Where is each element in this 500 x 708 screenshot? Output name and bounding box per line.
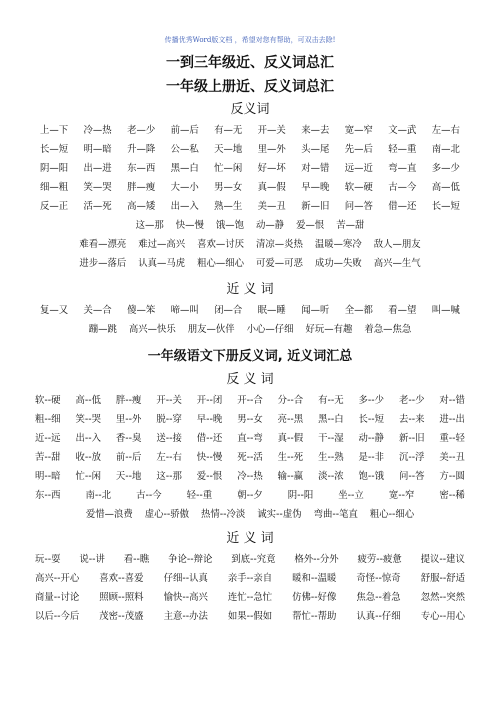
word-pair: 反—正 xyxy=(40,201,69,212)
word-pair-row xyxy=(35,607,465,626)
word-pair: 香--臭 xyxy=(115,433,142,444)
word-pair: 天--地 xyxy=(115,471,142,482)
word-pair: 老—少 xyxy=(127,125,156,136)
word-pair: 粗心—细心 xyxy=(197,258,244,269)
word-pair: 爱惜—浪费 xyxy=(85,509,133,520)
word-pair: 仿佛--好像 xyxy=(292,592,337,603)
word-pair: 宽--窄 xyxy=(388,490,415,501)
word-pair: 去--来 xyxy=(398,414,425,425)
word-pair: 好—坏 xyxy=(257,163,286,174)
word-pair: 对—错 xyxy=(301,163,330,174)
word-pair: 连忙--急忙 xyxy=(227,592,273,603)
word-pair: 里--外 xyxy=(115,414,142,425)
word-pair: 有--无 xyxy=(318,395,344,406)
word-pair: 沉--浮 xyxy=(398,452,425,463)
word-pair: 进--出 xyxy=(439,414,465,425)
word-pair: 喜欢--喜爱 xyxy=(99,573,144,584)
word-pair: 上—下 xyxy=(40,125,69,136)
word-pair: 闭—合 xyxy=(214,305,243,316)
word-pair: 提议--建议 xyxy=(420,554,465,565)
word-pair: 疲劳--疲惫 xyxy=(357,554,402,565)
word-pair: 高—矮 xyxy=(127,201,156,212)
word-pair: 开—关 xyxy=(257,125,286,136)
word-pair: 美—丑 xyxy=(257,201,286,212)
word-pair: 长—短 xyxy=(40,144,69,155)
word-pair: 动—静 xyxy=(256,220,285,231)
section-antonyms-1: 反义词 xyxy=(230,102,270,117)
word-pair: 新--旧 xyxy=(398,433,425,444)
word-pair: 黑--白 xyxy=(318,414,344,425)
word-pair: 蹦—跳 xyxy=(88,324,117,335)
word-pair: 先—后 xyxy=(344,144,373,155)
word-pair-row xyxy=(35,410,465,429)
word-pair-row xyxy=(40,159,460,178)
word-pair-row xyxy=(35,467,465,486)
word-pair: 多—少 xyxy=(431,163,460,174)
word-pair: 长--短 xyxy=(358,414,385,425)
word-pair-row xyxy=(40,216,460,235)
word-pair: 成功—失败 xyxy=(314,258,362,269)
word-pair: 借--还 xyxy=(196,433,223,444)
word-pair: 开--合 xyxy=(237,395,263,406)
word-pair: 美--丑 xyxy=(439,452,465,463)
word-pair: 看—望 xyxy=(388,305,417,316)
word-pair: 问—答 xyxy=(344,201,373,212)
word-pair: 叫—喊 xyxy=(431,305,460,316)
synonyms-2-grid xyxy=(35,550,465,626)
word-pair: 熟—生 xyxy=(214,201,243,212)
word-pair: 热情--冷淡 xyxy=(201,509,246,520)
word-pair: 新—旧 xyxy=(301,201,330,212)
word-pair: 玩--耍 xyxy=(35,554,61,565)
word-pair: 开--闭 xyxy=(196,395,223,406)
word-pair: 小心—仔细 xyxy=(246,324,294,335)
word-pair: 仔细--认真 xyxy=(163,573,208,584)
word-pair: 直--弯 xyxy=(237,433,263,444)
word-pair: 活—死 xyxy=(83,201,112,212)
word-pair: 南—北 xyxy=(431,144,460,155)
word-pair: 啼—叫 xyxy=(170,305,199,316)
word-pair: 亲手--亲自 xyxy=(227,573,273,584)
word-pair: 清凉—炎热 xyxy=(256,239,303,250)
word-pair: 南--北 xyxy=(85,490,112,501)
word-pair: 送--接 xyxy=(156,433,182,444)
word-pair: 胖—瘦 xyxy=(127,182,156,193)
word-pair: 冷--热 xyxy=(237,471,263,482)
word-pair: 大—小 xyxy=(170,182,199,193)
word-pair-row xyxy=(35,569,465,588)
word-pair: 帮忙--帮助 xyxy=(292,611,337,622)
word-pair: 快--慢 xyxy=(196,452,223,463)
word-pair: 出—入 xyxy=(170,201,199,212)
word-pair: 里—外 xyxy=(257,144,286,155)
word-pair: 东--西 xyxy=(35,490,61,501)
word-pair-row xyxy=(35,550,465,569)
word-pair: 男—女 xyxy=(214,182,243,193)
word-pair: 对--错 xyxy=(439,395,465,406)
word-pair: 文—武 xyxy=(388,125,417,136)
word-pair: 关—合 xyxy=(83,305,112,316)
word-pair: 男--女 xyxy=(237,414,263,425)
word-pair: 认真—马虎 xyxy=(138,258,186,269)
word-pair: 有—无 xyxy=(214,125,243,136)
word-pair: 公—私 xyxy=(170,144,199,155)
word-pair: 软--硬 xyxy=(35,395,61,406)
word-pair: 看--瞧 xyxy=(123,554,150,565)
word-pair-row xyxy=(35,391,465,410)
word-pair: 舒服--舒适 xyxy=(420,573,465,584)
watermark-notice: 传播优秀Word版文档 ，希望对您有帮助，可双击去除! xyxy=(164,36,336,44)
word-pair: 着急—焦急 xyxy=(364,324,412,335)
word-pair: 近--远 xyxy=(35,433,61,444)
section-synonyms-2: 近 义 词 xyxy=(226,531,274,546)
word-pair-row xyxy=(40,197,460,216)
word-pair-row xyxy=(40,301,460,320)
word-pair: 真—假 xyxy=(257,182,286,193)
word-pair: 问--答 xyxy=(398,471,425,482)
word-pair: 闻—听 xyxy=(301,305,330,316)
word-pair: 茂密--茂盛 xyxy=(99,611,144,622)
word-pair: 焦急--着急 xyxy=(356,592,401,603)
word-pair: 虚心--骄傲 xyxy=(144,509,190,520)
word-pair: 分--合 xyxy=(277,395,304,406)
word-pair: 是--非 xyxy=(358,452,385,463)
word-pair: 笑—哭 xyxy=(83,182,112,193)
word-pair: 明--暗 xyxy=(35,471,61,482)
word-pair: 宽—窄 xyxy=(344,125,373,136)
word-pair: 明—暗 xyxy=(83,144,112,155)
synonyms-1-grid xyxy=(40,301,460,339)
word-pair: 粗心--细心 xyxy=(369,509,415,520)
word-pair: 脱--穿 xyxy=(156,414,182,425)
word-pair: 温暖—寒冷 xyxy=(314,239,362,250)
word-pair: 复—又 xyxy=(40,305,69,316)
word-pair: 苦--甜 xyxy=(35,452,61,463)
word-pair: 到底--究竟 xyxy=(231,554,276,565)
word-pair: 专心--用心 xyxy=(420,611,465,622)
word-pair: 软—硬 xyxy=(344,182,373,193)
word-pair: 忽然--突然 xyxy=(420,592,465,603)
word-pair: 全—都 xyxy=(344,305,373,316)
word-pair: 笑--哭 xyxy=(75,414,101,425)
word-pair: 敌人—朋友 xyxy=(373,239,421,250)
word-pair: 胖--瘦 xyxy=(115,395,142,406)
word-pair-row xyxy=(40,254,460,273)
word-pair-row xyxy=(35,429,465,448)
word-pair: 好玩—有趣 xyxy=(305,324,353,335)
word-pair-row xyxy=(35,588,465,607)
word-pair: 远—近 xyxy=(344,163,373,174)
word-pair: 左--右 xyxy=(156,452,182,463)
word-pair: 出--入 xyxy=(75,433,101,444)
word-pair: 输--赢 xyxy=(277,471,304,482)
word-pair: 喜欢—讨厌 xyxy=(197,239,244,250)
word-pair: 方--圆 xyxy=(439,471,465,482)
word-pair: 前—后 xyxy=(170,125,199,136)
grade1-down-title: 一年级语文下册反义词, 近义词汇总 xyxy=(147,349,353,364)
word-pair-row xyxy=(40,320,460,339)
word-pair: 冷—热 xyxy=(83,125,112,136)
word-pair-row xyxy=(40,178,460,197)
word-pair: 多--少 xyxy=(358,395,385,406)
word-pair: 饿—饱 xyxy=(215,220,244,231)
word-pair: 出—进 xyxy=(83,163,112,174)
word-pair: 奇怪--惊奇 xyxy=(356,573,401,584)
word-pair: 弯—直 xyxy=(388,163,417,174)
word-pair: 苦—甜 xyxy=(336,220,365,231)
word-pair: 长—短 xyxy=(431,201,460,212)
word-pair: 天—地 xyxy=(214,144,243,155)
word-pair: 动--静 xyxy=(358,433,385,444)
word-pair: 重--轻 xyxy=(439,433,465,444)
word-pair: 这--那 xyxy=(156,471,182,482)
word-pair-row xyxy=(35,505,465,524)
word-pair: 爱--恨 xyxy=(196,471,223,482)
word-pair: 干--湿 xyxy=(318,433,344,444)
antonyms-1-grid xyxy=(40,121,460,273)
word-pair: 眠—睡 xyxy=(257,305,286,316)
word-pair: 轻—重 xyxy=(388,144,417,155)
word-pair: 快—慢 xyxy=(175,220,204,231)
word-pair: 淡--浓 xyxy=(318,471,344,482)
word-pair: 以后--今后 xyxy=(35,611,80,622)
word-pair-row xyxy=(35,448,465,467)
word-pair: 难看—漂亮 xyxy=(79,239,127,250)
word-pair: 真--假 xyxy=(277,433,304,444)
word-pair: 朝--夕 xyxy=(237,490,263,501)
word-pair: 借—还 xyxy=(388,201,417,212)
word-pair: 早—晚 xyxy=(301,182,330,193)
word-pair: 细—粗 xyxy=(40,182,69,193)
word-pair-row xyxy=(40,121,460,140)
word-pair-row xyxy=(40,235,460,254)
word-pair: 忙--闲 xyxy=(75,471,101,482)
word-pair-row xyxy=(40,140,460,159)
word-pair: 开--关 xyxy=(156,395,182,406)
word-pair: 收--放 xyxy=(75,452,101,463)
word-pair: 愉快--高兴 xyxy=(163,592,208,603)
word-pair: 弯曲--笔直 xyxy=(313,509,358,520)
word-pair: 密--稀 xyxy=(439,490,465,501)
word-pair: 难过—高兴 xyxy=(138,239,186,250)
word-pair: 粗--细 xyxy=(35,414,61,425)
word-pair: 阴--阳 xyxy=(287,490,314,501)
word-pair: 古—今 xyxy=(388,182,417,193)
word-pair: 轻--重 xyxy=(186,490,213,501)
word-pair-row xyxy=(35,486,465,505)
word-pair: 饱--饿 xyxy=(358,471,385,482)
word-pair: 这—那 xyxy=(135,220,164,231)
word-pair: 商量--讨论 xyxy=(35,592,80,603)
word-pair: 高兴—生气 xyxy=(373,258,421,269)
word-pair: 阴—阳 xyxy=(40,163,69,174)
word-pair: 傻—笨 xyxy=(127,305,156,316)
word-pair: 诚实--虚伪 xyxy=(257,509,302,520)
word-pair: 说--讲 xyxy=(79,554,105,565)
word-pair: 头—尾 xyxy=(301,144,330,155)
word-pair: 老--少 xyxy=(398,395,425,406)
word-pair: 如果--假如 xyxy=(227,611,273,622)
word-pair: 亮--黑 xyxy=(277,414,304,425)
word-pair: 东—西 xyxy=(127,163,156,174)
word-pair: 忙—闲 xyxy=(214,163,243,174)
word-pair: 生--死 xyxy=(277,452,304,463)
word-pair: 来—去 xyxy=(301,125,330,136)
word-pair: 升—降 xyxy=(127,144,156,155)
word-pair: 主意--办法 xyxy=(163,611,208,622)
word-pair: 争论--辩论 xyxy=(168,554,213,565)
word-pair: 左—右 xyxy=(431,125,460,136)
antonyms-2-grid xyxy=(35,391,465,524)
word-pair: 可爱—可恶 xyxy=(256,258,303,269)
word-pair: 认真--仔细 xyxy=(356,611,401,622)
word-pair: 死--活 xyxy=(237,452,263,463)
word-pair: 生--熟 xyxy=(318,452,344,463)
section-synonyms-1: 近 义 词 xyxy=(226,282,274,297)
word-pair: 高兴--开心 xyxy=(35,573,80,584)
main-title: 一到三年级近、反义词总汇 xyxy=(166,55,334,71)
word-pair: 进步—落后 xyxy=(79,258,127,269)
word-pair: 坐--立 xyxy=(338,490,364,501)
word-pair: 朋友—伙伴 xyxy=(187,324,235,335)
word-pair: 照顾--照料 xyxy=(99,592,144,603)
grade1-up-title: 一年级上册近、反义词总汇 xyxy=(166,79,334,95)
word-pair: 高兴—快乐 xyxy=(128,324,176,335)
word-pair: 爱—恨 xyxy=(296,220,325,231)
word-pair: 早--晚 xyxy=(196,414,223,425)
section-antonyms-2: 反 义 词 xyxy=(226,372,274,387)
word-pair: 古--今 xyxy=(136,490,162,501)
word-pair: 高—低 xyxy=(431,182,460,193)
word-pair: 黑—白 xyxy=(170,163,199,174)
word-pair: 高--低 xyxy=(75,395,101,406)
word-pair: 前--后 xyxy=(115,452,142,463)
word-pair: 暖和--温暖 xyxy=(292,573,337,584)
word-pair: 格外--分外 xyxy=(294,554,339,565)
